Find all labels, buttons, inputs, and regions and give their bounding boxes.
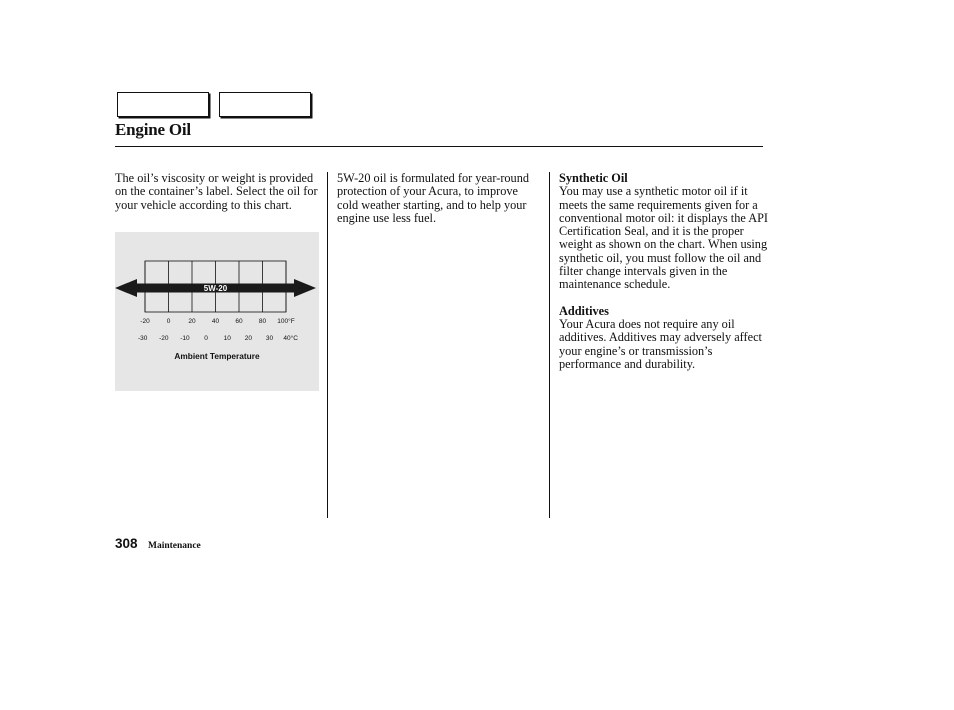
- c-tick-label-6: 30: [265, 335, 274, 342]
- oil-viscosity-chart-svg: [115, 232, 319, 391]
- x-axis-label: Ambient Temperature: [174, 351, 260, 361]
- column-divider-2: [549, 172, 550, 518]
- series-label: 5W-20: [203, 284, 228, 293]
- left-column: [115, 172, 319, 212]
- page-title: Engine Oil: [115, 120, 191, 139]
- f-tick-label-0: -20: [140, 318, 150, 325]
- middle-column: [337, 172, 542, 225]
- viscosity-intro-text: The oil’s viscosity or weight is provided on the container’s label. Select the oil for your vehicle according to this chart.: [115, 171, 318, 212]
- section-label: Maintenance: [148, 541, 201, 551]
- synthetic-oil-text: You may use a synthetic motor oil if it meets the same requirements given for a conventional motor oil: it displays the API Certification Seal, and it is the proper weight as shown on the chart. When using synthetic oil, you must follow the oil and filter change intervals given in the maintenance schedule.: [559, 184, 769, 292]
- synthetic-oil-heading: Synthetic Oil: [559, 171, 628, 185]
- c-tick-label-5: 20: [244, 335, 253, 342]
- f-tick-label-3: 40: [211, 318, 220, 325]
- c-tick-label-7: 40°C: [283, 335, 298, 342]
- f-tick-label-4: 60: [235, 318, 243, 325]
- additives-text: Your Acura does not require any oil additives. Additives may adversely affect your engine’s or transmission’s performance and durability.: [559, 316, 762, 371]
- column-divider-1: [327, 172, 328, 518]
- nav-tab-box-2[interactable]: [219, 92, 311, 117]
- c-tick-label-4: 10: [223, 335, 231, 342]
- c-tick-label-2: -10: [180, 335, 190, 342]
- right-column: [559, 172, 769, 371]
- nav-tab-box-1[interactable]: [117, 92, 209, 117]
- f-tick-label-5: 80: [258, 318, 267, 325]
- additives-heading: Additives: [559, 303, 609, 318]
- c-tick-label-1: -20: [159, 335, 169, 342]
- f-tick-label-2: 20: [188, 318, 196, 325]
- five-w-twenty-text: 5W-20 oil is formulated for year-round protection of your Acura, to improve cold weather starting, and to help your engine use less fuel.: [337, 171, 530, 225]
- oil-viscosity-chart: [115, 232, 319, 391]
- f-tick-label-1: 0: [166, 318, 171, 325]
- c-tick-label-3: 0: [204, 335, 208, 342]
- page-number: 308: [115, 536, 138, 551]
- title-rule: [115, 146, 763, 147]
- f-tick-label-6: 100°F: [277, 318, 295, 325]
- c-tick-label-0: -30: [137, 335, 148, 342]
